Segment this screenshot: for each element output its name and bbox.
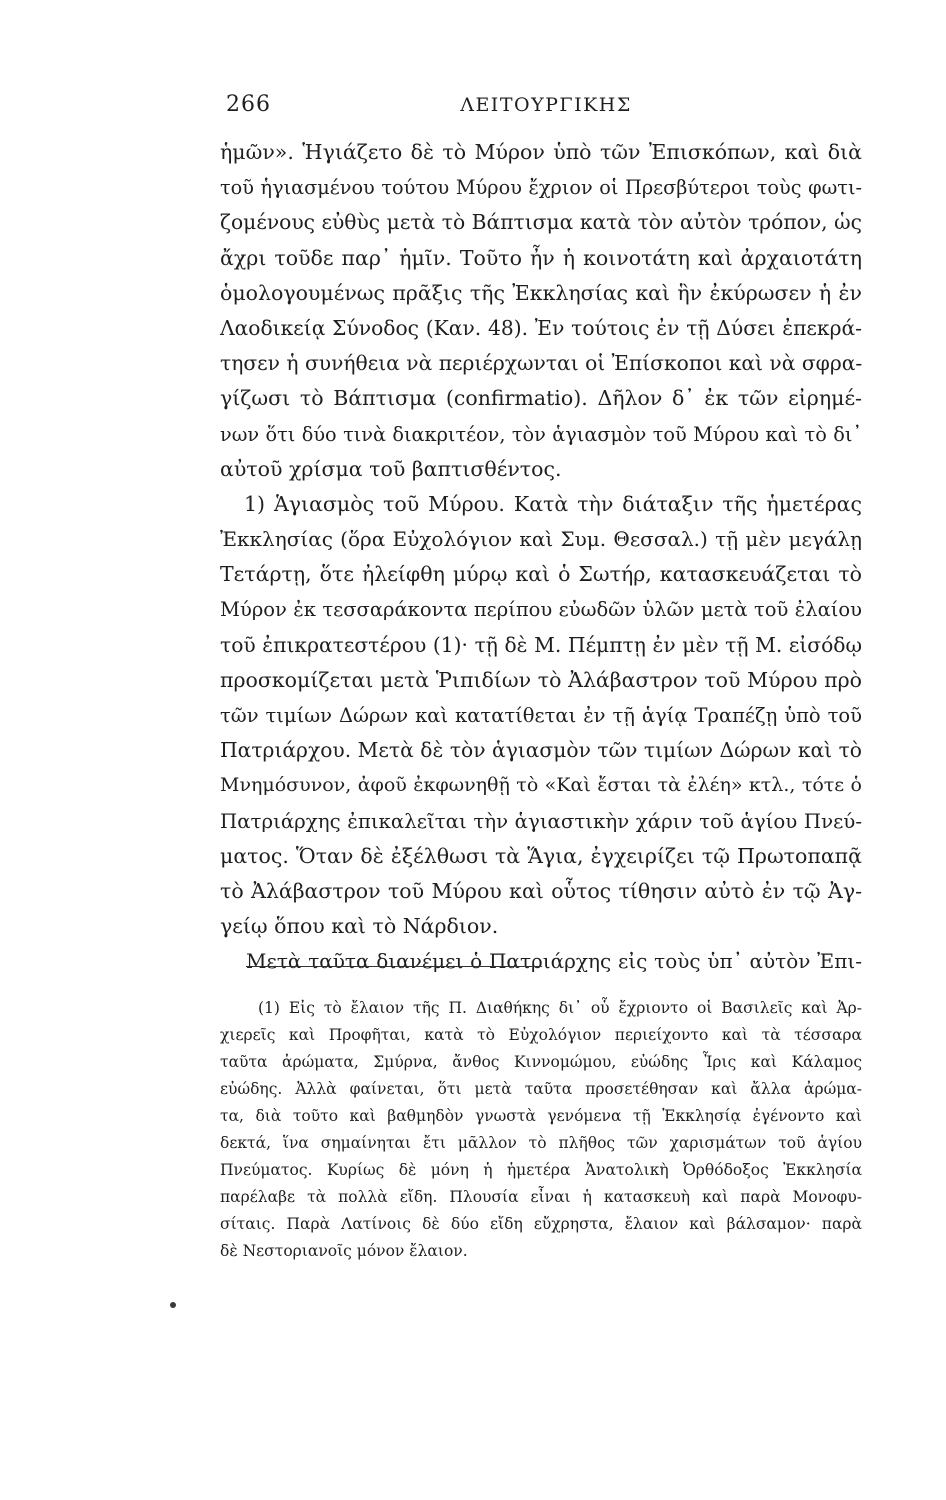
text-line: γείῳ ὅπου καὶ τὸ Νάρδιον. [220,914,499,939]
text-line: Τετάρτῃ, ὅτε ἠλείφθη μύρῳ καὶ ὁ Σωτήρ, κατασκευάζεται τὸ [220,562,862,587]
footnote-line: δὲ Νεστοριανοῖς μόνον ἔλαιον. [220,1242,468,1260]
text-line: προσκομίζεται μετὰ Ῥιπιδίων τὸ Ἀλάβαστρον τοῦ Μύρου πρὸ [220,667,862,692]
page-header [226,92,866,126]
footnote-line: ταῦτα ἀρώματα, Σμύρνα, ἄνθος Κιννομώμου, εὐώδης Ἶρις καὶ Κάλαμος [220,1053,862,1071]
text-line: Μνημόσυνον, ἀφοῦ ἐκφωνηθῇ τὸ «Καὶ ἔσται τὰ ἐλέη» κτλ., τότε ὁ [220,774,862,797]
footnotes [220,995,862,1265]
text-line: ματος. Ὅταν δὲ ἐξέλθωσι τὰ Ἅγια, ἐγχειρίζει τῷ Πρωτοπαπᾷ [220,843,862,868]
text-line: τῶν τιμίων Δώρων καὶ κατατίθεται ἐν τῇ ἁγίᾳ Τραπέζῃ ὑπὸ τοῦ [220,704,862,727]
footnote-line: παρέλαβε τὰ πολλὰ εἴδη. Πλουσία εἶναι ἡ κατασκευὴ καὶ παρὰ Μονοφυ- [220,1188,862,1206]
footnote-line: χιερεῖς καὶ Προφῆται, κατὰ τὸ Εὐχολόγιον περιείχοντο καὶ τὰ τέσσαρα [220,1026,862,1044]
text-line: Πατριάρχου. Μετὰ δὲ τὸν ἁγιασμὸν τῶν τιμίων Δώρων καὶ τὸ [220,738,862,763]
footnote-line: δεκτά, ἵνα σημαίνηται ἔτι μᾶλλον τὸ πλῆθος τῶν χαρισμάτων τοῦ ἁγίου [220,1134,862,1152]
text-line: ὁμολογουμένως πρᾶξις τῆς Ἐκκλησίας καὶ ἣν ἐκύρωσεν ἡ ἐν [220,280,862,305]
text-line: ἄχρι τοῦδε παρ᾽ ἡμῖν. Τοῦτο ἦν ἡ κοινοτάτη καὶ ἀρχαιοτάτη [220,245,862,270]
text-line: ζομένους εὐθὺς μετὰ τὸ Βάπτισμα κατὰ τὸν αὐτὸν τρόπον, ὡς [220,210,862,235]
text-line: γίζωσι τὸ Βάπτισμα (confirmatio). Δῆλον δ᾽ ἐκ τῶν εἰρημέ- [220,386,862,411]
main-text [220,135,862,980]
footnote-line: σίταις. Παρὰ Λατίνοις δὲ δύο εἴδη εὔχρηστα, ἔλαιον καὶ βάλσαμον· παρὰ [220,1215,862,1233]
page-number: 266 [226,92,271,117]
footnote-line: τα, διὰ τοῦτο καὶ βαθμηδὸν γνωστὰ γενόμενα τῇ Ἐκκλησίᾳ ἐγένοντο καὶ [220,1107,862,1125]
text-line: Πατριάρχης ἐπικαλεῖται τὴν ἁγιαστικὴν χάριν τοῦ ἁγίου Πνεύ- [220,809,862,833]
footnote-line: (1) Εἰς τὸ ἔλαιον τῆς Π. Διαθήκης δι᾽ οὗ ἔχριοντο οἱ Βασιλεῖς καὶ Ἀρ- [258,999,862,1017]
text-line: Μύρον ἐκ τεσσαράκοντα περίπου εὐωδῶν ὑλῶν μετὰ τοῦ ἐλαίου [220,598,862,622]
text-line: τὸ Ἀλάβαστρον τοῦ Μύρου καὶ οὗτος τίθησιν αὐτὸ ἐν τῷ Ἀγ- [220,878,862,903]
text-line: τοῦ ἐπικρατεστέρου (1)· τῇ δὲ Μ. Πέμπτῃ ἐν μὲν τῇ Μ. εἰσόδῳ [220,632,862,657]
footnote-line: Πνεύματος. Κυρίως δὲ μόνη ἡ ἡμετέρα Ἀνατολικὴ Ὀρθόδοξος Ἐκκλησία [220,1161,862,1179]
text-line: Ἐκκλησίας (ὅρα Εὐχολόγιον καὶ Συμ. Θεσσαλ.) τῇ μὲν μεγάλῃ [220,527,862,552]
text-line: τοῦ ἡγιασμένου τούτου Μύρου ἔχριον οἱ Πρεσβύτεροι τοὺς φωτι- [220,176,862,200]
section-heading-line: 1) Ἁγιασμὸς τοῦ Μύρου. Κατὰ τὴν διάταξιν τῆς ἡμετέρας [244,491,862,516]
footnote-rule [246,966,542,967]
text-line: ἡμῶν». Ἡγιάζετο δὲ τὸ Μύρον ὑπὸ τῶν Ἐπισκόπων, καὶ διὰ [220,140,862,164]
text-line: τησεν ἡ συνήθεια νὰ περιέρχωνται οἱ Ἐπίσκοποι καὶ νὰ σφρα- [220,351,863,376]
text-line: Μετὰ ταῦτα διανέμει ὁ Πατριάρχης εἰς τοὺς ὑπ᾽ αὐτὸν Ἐπι- [246,949,862,974]
ink-speck [170,1302,176,1308]
running-title: ΛΕΙΤΟΥΡΓΙΚΗΣ [460,94,632,116]
text-line: Λαοδικείᾳ Σύνοδος (Καν. 48). Ἐν τούτοις ἐν τῇ Δύσει ἐπεκρά- [220,315,862,340]
text-line: αὐτοῦ χρίσμα τοῦ βαπτισθέντος. [220,456,562,481]
footnote-line: εὐώδης. Ἀλλὰ φαίνεται, ὅτι μετὰ ταῦτα προσετέθησαν καὶ ἄλλα ἀρώμα- [220,1080,862,1098]
text-line: νων ὅτι δύο τινὰ διακριτέον, τὸν ἁγιασμὸν τοῦ Μύρου καὶ τὸ δι᾽ [220,422,862,446]
